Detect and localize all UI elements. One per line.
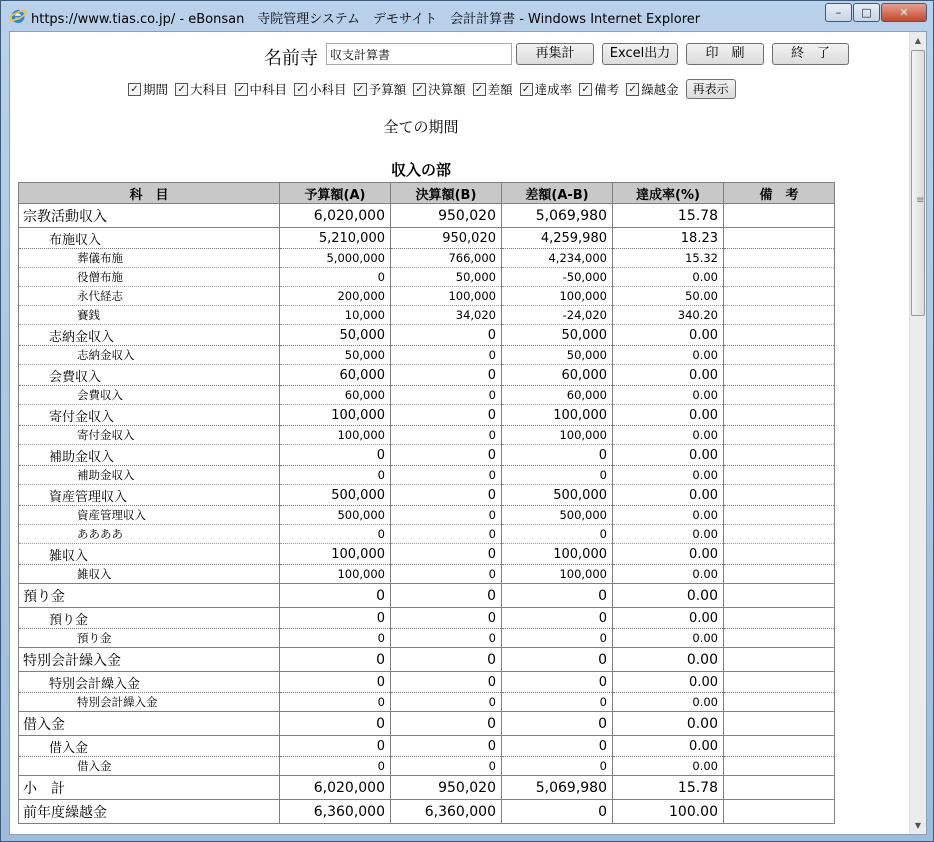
budget-cell: 0 (280, 268, 391, 287)
difference-cell: 0 (502, 800, 613, 824)
page-viewport (9, 31, 927, 835)
difference-cell: 500,000 (502, 506, 613, 525)
header-actual: 決算額(B) (391, 183, 502, 204)
account-cell: 小 計 (19, 776, 280, 800)
account-cell: 志納金収入 (19, 346, 280, 365)
account-cell: 預り金 (19, 584, 280, 608)
report-name-input[interactable] (326, 43, 512, 65)
budget-cell: 6,020,000 (280, 204, 391, 228)
account-cell: 会費収入 (19, 365, 280, 386)
difference-cell: 5,069,980 (502, 776, 613, 800)
account-cell: 布施収入 (19, 228, 280, 249)
account-cell: 預り金 (19, 608, 280, 629)
account-cell: 借入金 (19, 757, 280, 776)
difference-cell: 5,069,980 (502, 204, 613, 228)
difference-cell: 50,000 (502, 325, 613, 346)
difference-cell: -24,020 (502, 306, 613, 325)
actual-cell: 0 (391, 485, 502, 506)
rate-cell: 340.20 (613, 306, 724, 325)
account-cell: 補助金収入 (19, 466, 280, 485)
difference-cell: 0 (502, 629, 613, 648)
account-cell: 寄付金収入 (19, 426, 280, 445)
table-row (19, 325, 835, 346)
actual-cell: 0 (391, 693, 502, 712)
table-row (19, 757, 835, 776)
budget-cell: 50,000 (280, 346, 391, 365)
remarks-cell (724, 565, 835, 584)
account-cell: 補助金収入 (19, 445, 280, 466)
option-budget[interactable]: ✓ 予算額 (354, 80, 407, 98)
checkbox[interactable]: ✓ (626, 83, 639, 96)
actual-cell: 950,020 (391, 776, 502, 800)
difference-cell: 100,000 (502, 287, 613, 306)
actual-cell: 0 (391, 584, 502, 608)
account-cell: 宗教活動収入 (19, 204, 280, 228)
actual-cell: 0 (391, 405, 502, 426)
actual-cell: 0 (391, 365, 502, 386)
rate-cell: 0.00 (613, 648, 724, 672)
remarks-cell (724, 525, 835, 544)
actual-cell: 766,000 (391, 249, 502, 268)
checkbox[interactable]: ✓ (128, 83, 141, 96)
option-carryover[interactable]: ✓ 繰越金 (626, 80, 679, 98)
budget-cell: 5,210,000 (280, 228, 391, 249)
budget-cell: 60,000 (280, 365, 391, 386)
account-cell: 雑収入 (19, 565, 280, 584)
rate-cell: 0.00 (613, 466, 724, 485)
account-cell: 永代経志 (19, 287, 280, 306)
rate-cell: 15.78 (613, 776, 724, 800)
table-row (19, 525, 835, 544)
header-budget: 予算額(A) (280, 183, 391, 204)
rate-cell: 18.23 (613, 228, 724, 249)
difference-cell: -50,000 (502, 268, 613, 287)
remarks-cell (724, 426, 835, 445)
budget-cell: 200,000 (280, 287, 391, 306)
rate-cell: 0.00 (613, 506, 724, 525)
account-cell: 特別会計繰入金 (19, 693, 280, 712)
table-row (19, 506, 835, 525)
remarks-cell (724, 672, 835, 693)
difference-cell: 0 (502, 736, 613, 757)
remarks-cell (724, 466, 835, 485)
difference-cell: 100,000 (502, 565, 613, 584)
budget-cell: 0 (280, 584, 391, 608)
rate-cell: 50.00 (613, 287, 724, 306)
budget-cell: 60,000 (280, 386, 391, 405)
actual-cell: 0 (391, 525, 502, 544)
remarks-cell (724, 736, 835, 757)
option-achievement-rate[interactable]: ✓ 達成率 (520, 80, 573, 98)
close-button[interactable]: ✕ (881, 3, 927, 22)
remarks-cell (724, 405, 835, 426)
section-title: 収入の部 (390, 161, 451, 179)
actual-cell: 0 (391, 544, 502, 565)
remarks-cell (724, 325, 835, 346)
remarks-cell (724, 776, 835, 800)
print-button[interactable]: 印 刷 (686, 43, 764, 65)
grip-icon: ≡ (916, 195, 925, 206)
table-header-row (19, 183, 835, 204)
income-table (18, 182, 835, 824)
checkbox[interactable]: ✓ (294, 83, 307, 96)
table-row (19, 365, 835, 386)
rate-cell: 0.00 (613, 325, 724, 346)
difference-cell: 60,000 (502, 386, 613, 405)
checkbox[interactable]: ✓ (235, 83, 248, 96)
remarks-cell (724, 268, 835, 287)
budget-cell: 0 (280, 466, 391, 485)
excel-export-button[interactable]: Excel出力 (602, 43, 678, 65)
rate-cell: 0.00 (613, 736, 724, 757)
budget-cell: 0 (280, 525, 391, 544)
table-row (19, 736, 835, 757)
header-difference: 差額(A-B) (502, 183, 613, 204)
budget-cell: 0 (280, 629, 391, 648)
table-row (19, 405, 835, 426)
difference-cell: 100,000 (502, 405, 613, 426)
actual-cell: 100,000 (391, 287, 502, 306)
actual-cell: 950,020 (391, 228, 502, 249)
window-title: https://www.tias.co.jp/ - eBonsan 寺院管理システム デモサイト 会計計算書 - Windows Internet Explorer (31, 12, 701, 27)
checkbox[interactable]: ✓ (520, 83, 533, 96)
budget-cell: 0 (280, 648, 391, 672)
table-row (19, 287, 835, 306)
minimize-button[interactable]: – (825, 3, 852, 22)
account-cell: 借入金 (19, 736, 280, 757)
budget-cell: 0 (280, 712, 391, 736)
rate-cell: 0.00 (613, 346, 724, 365)
actual-cell: 0 (391, 608, 502, 629)
remarks-cell (724, 346, 835, 365)
checkbox[interactable]: ✓ (354, 83, 367, 96)
difference-cell: 100,000 (502, 426, 613, 445)
checkbox[interactable]: ✓ (579, 83, 592, 96)
difference-cell: 500,000 (502, 485, 613, 506)
temple-name-label: 名前寺 (264, 48, 318, 69)
budget-cell: 500,000 (280, 506, 391, 525)
remarks-cell (724, 204, 835, 228)
header-remarks: 備 考 (724, 183, 835, 204)
table-row (19, 712, 835, 736)
account-cell: 資産管理収入 (19, 506, 280, 525)
account-cell: 預り金 (19, 629, 280, 648)
remarks-cell (724, 544, 835, 565)
actual-cell: 0 (391, 466, 502, 485)
table-row (19, 648, 835, 672)
table-row (19, 608, 835, 629)
account-cell: 借入金 (19, 712, 280, 736)
account-cell: 葬儀布施 (19, 249, 280, 268)
table-row (19, 544, 835, 565)
account-cell: 雑収入 (19, 544, 280, 565)
table-row (19, 268, 835, 287)
table-row (19, 445, 835, 466)
difference-cell: 0 (502, 466, 613, 485)
actual-cell: 0 (391, 736, 502, 757)
actual-cell: 0 (391, 426, 502, 445)
budget-cell: 10,000 (280, 306, 391, 325)
option-mid-category[interactable]: ✓ 中科目 (235, 80, 288, 98)
rate-cell: 15.32 (613, 249, 724, 268)
budget-cell: 100,000 (280, 405, 391, 426)
rate-cell: 0.00 (613, 629, 724, 648)
actual-cell: 0 (391, 506, 502, 525)
remarks-cell (724, 445, 835, 466)
budget-cell: 0 (280, 445, 391, 466)
account-cell: 賽銭 (19, 306, 280, 325)
actual-cell: 6,360,000 (391, 800, 502, 824)
rate-cell: 0.00 (613, 525, 724, 544)
maximize-button[interactable]: □ (853, 3, 880, 22)
display-options (128, 79, 736, 99)
option-actual[interactable]: ✓ 決算額 (413, 80, 466, 98)
remarks-cell (724, 757, 835, 776)
remarks-cell (724, 648, 835, 672)
scroll-down-arrow-icon[interactable]: ▼ (914, 821, 922, 830)
table-row (19, 306, 835, 325)
option-period[interactable]: ✓ 期間 (128, 80, 168, 98)
difference-cell: 100,000 (502, 544, 613, 565)
difference-cell: 4,234,000 (502, 249, 613, 268)
difference-cell: 0 (502, 712, 613, 736)
actual-cell: 0 (391, 757, 502, 776)
checkbox[interactable]: ✓ (175, 83, 188, 96)
remarks-cell (724, 365, 835, 386)
rate-cell: 0.00 (613, 712, 724, 736)
table-row (19, 228, 835, 249)
header-rate: 達成率(%) (613, 183, 724, 204)
remarks-cell (724, 485, 835, 506)
budget-cell: 100,000 (280, 565, 391, 584)
actual-cell: 0 (391, 565, 502, 584)
title-bar (1, 1, 933, 31)
report-header (10, 42, 910, 69)
rate-cell: 0.00 (613, 608, 724, 629)
rate-cell: 0.00 (613, 268, 724, 287)
remarks-cell (724, 629, 835, 648)
rate-cell: 0.00 (613, 445, 724, 466)
actual-cell: 0 (391, 629, 502, 648)
table-row (19, 386, 835, 405)
table-row (19, 584, 835, 608)
difference-cell: 50,000 (502, 346, 613, 365)
scroll-up-arrow-icon[interactable]: ▲ (914, 36, 922, 45)
account-cell: 前年度繰越金 (19, 800, 280, 824)
table-row (19, 629, 835, 648)
redisplay-button[interactable]: 再表示 (686, 79, 736, 99)
checkbox[interactable]: ✓ (473, 83, 486, 96)
budget-cell: 5,000,000 (280, 249, 391, 268)
period-text: 全ての期間 (383, 118, 459, 136)
remarks-cell (724, 608, 835, 629)
remarks-cell (724, 386, 835, 405)
rate-cell: 0.00 (613, 672, 724, 693)
account-cell: 資産管理収入 (19, 485, 280, 506)
exit-button[interactable]: 終 了 (772, 43, 849, 65)
difference-cell: 0 (502, 525, 613, 544)
difference-cell: 0 (502, 445, 613, 466)
rate-cell: 0.00 (613, 405, 724, 426)
table-row (19, 249, 835, 268)
account-cell: 特別会計繰入金 (19, 672, 280, 693)
remarks-cell (724, 584, 835, 608)
table-row (19, 485, 835, 506)
budget-cell: 500,000 (280, 485, 391, 506)
remarks-cell (724, 249, 835, 268)
difference-cell: 0 (502, 757, 613, 776)
table-row (19, 346, 835, 365)
rate-cell: 0.00 (613, 584, 724, 608)
actual-cell: 0 (391, 325, 502, 346)
vertical-scrollbar[interactable] (909, 32, 926, 834)
remarks-cell (724, 228, 835, 249)
table-row (19, 204, 835, 228)
scrollbar-thumb[interactable] (911, 50, 925, 316)
budget-cell: 100,000 (280, 426, 391, 445)
page-content (10, 32, 910, 834)
difference-cell: 0 (502, 693, 613, 712)
rate-cell: 0.00 (613, 693, 724, 712)
rate-cell: 0.00 (613, 365, 724, 386)
actual-cell: 0 (391, 386, 502, 405)
account-cell: ああああ (19, 525, 280, 544)
actual-cell: 0 (391, 672, 502, 693)
budget-cell: 0 (280, 672, 391, 693)
budget-cell: 0 (280, 757, 391, 776)
account-cell: 志納金収入 (19, 325, 280, 346)
rate-cell: 100.00 (613, 800, 724, 824)
rate-cell: 15.78 (613, 204, 724, 228)
difference-cell: 60,000 (502, 365, 613, 386)
table-row (19, 672, 835, 693)
table-row (19, 800, 835, 824)
table-row (19, 466, 835, 485)
rate-cell: 0.00 (613, 386, 724, 405)
budget-cell: 0 (280, 608, 391, 629)
checkbox[interactable]: ✓ (413, 83, 426, 96)
rate-cell: 0.00 (613, 485, 724, 506)
account-cell: 役僧布施 (19, 268, 280, 287)
budget-cell: 100,000 (280, 544, 391, 565)
rate-cell: 0.00 (613, 426, 724, 445)
remarks-cell (724, 306, 835, 325)
option-minor-category[interactable]: ✓ 小科目 (294, 80, 347, 98)
table-row (19, 426, 835, 445)
remarks-cell (724, 693, 835, 712)
budget-cell: 50,000 (280, 325, 391, 346)
actual-cell: 0 (391, 648, 502, 672)
account-cell: 会費収入 (19, 386, 280, 405)
budget-cell: 6,360,000 (280, 800, 391, 824)
account-cell: 特別会計繰入金 (19, 648, 280, 672)
table-row (19, 565, 835, 584)
actual-cell: 34,020 (391, 306, 502, 325)
budget-cell: 0 (280, 693, 391, 712)
recalculate-button[interactable]: 再集計 (516, 43, 594, 65)
header-account: 科 目 (19, 183, 280, 204)
remarks-cell (724, 287, 835, 306)
option-major-category[interactable]: ✓ 大科目 (175, 80, 228, 98)
internet-explorer-icon (9, 7, 27, 25)
budget-cell: 6,020,000 (280, 776, 391, 800)
table-row (19, 693, 835, 712)
rate-cell: 0.00 (613, 757, 724, 776)
window-controls (824, 3, 927, 22)
difference-cell: 0 (502, 672, 613, 693)
option-difference[interactable]: ✓ 差額 (473, 80, 513, 98)
actual-cell: 0 (391, 346, 502, 365)
difference-cell: 0 (502, 584, 613, 608)
actual-cell: 0 (391, 712, 502, 736)
actual-cell: 0 (391, 445, 502, 466)
remarks-cell (724, 800, 835, 824)
budget-cell: 0 (280, 736, 391, 757)
remarks-cell (724, 712, 835, 736)
actual-cell: 50,000 (391, 268, 502, 287)
difference-cell: 4,259,980 (502, 228, 613, 249)
account-cell: 寄付金収入 (19, 405, 280, 426)
rate-cell: 0.00 (613, 565, 724, 584)
difference-cell: 0 (502, 648, 613, 672)
remarks-cell (724, 506, 835, 525)
table-row (19, 776, 835, 800)
difference-cell: 0 (502, 608, 613, 629)
option-remarks[interactable]: ✓ 備考 (579, 80, 619, 98)
rate-cell: 0.00 (613, 544, 724, 565)
actual-cell: 950,020 (391, 204, 502, 228)
